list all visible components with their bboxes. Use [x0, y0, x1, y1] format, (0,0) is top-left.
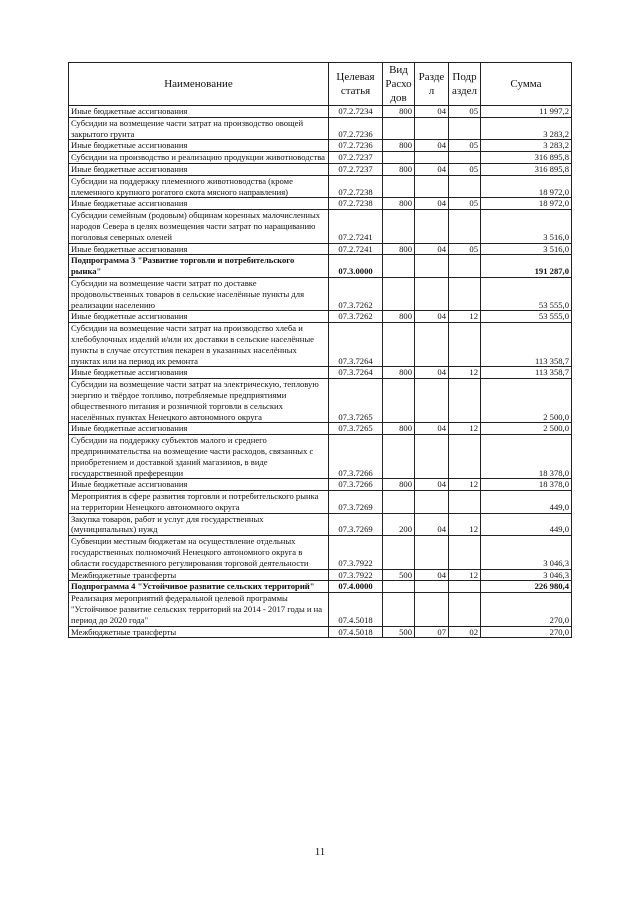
- cell-sum: 18 972,0: [481, 198, 572, 210]
- cell-vid: [383, 277, 415, 310]
- cell-razd: 07: [415, 626, 449, 638]
- cell-code: 07.3.7264: [329, 367, 383, 379]
- cell-razd: [415, 277, 449, 310]
- cell-code: 07.2.7241: [329, 210, 383, 243]
- cell-name: Иные бюджетные ассигнования: [69, 243, 329, 255]
- cell-razd: [415, 152, 449, 164]
- cell-razd: 04: [415, 513, 449, 536]
- cell-podr: 12: [449, 513, 481, 536]
- cell-razd: 04: [415, 198, 449, 210]
- table-row: [69, 117, 572, 140]
- cell-vid: 200: [383, 513, 415, 536]
- cell-razd: 04: [415, 311, 449, 323]
- cell-name: Подпрограмма 3 "Развитие торговли и потребительского рынка": [69, 255, 329, 278]
- cell-sum: 3 283,2: [481, 140, 572, 152]
- cell-podr: 12: [449, 367, 481, 379]
- cell-code: 07.2.7234: [329, 106, 383, 118]
- cell-code: 07.2.7236: [329, 140, 383, 152]
- cell-code: 07.3.7262: [329, 311, 383, 323]
- cell-name: Иные бюджетные ассигнования: [69, 163, 329, 175]
- cell-vid: [383, 175, 415, 198]
- cell-razd: [415, 117, 449, 140]
- cell-razd: 04: [415, 569, 449, 581]
- cell-name: Реализация мероприятий федеральной целевой программы "Устойчивое развитие сельских территорий на 2014 - 2017 годы и на период до 2020 года": [69, 593, 329, 626]
- cell-vid: [383, 323, 415, 367]
- header-podr: Подр аздел: [449, 63, 481, 106]
- cell-podr: [449, 277, 481, 310]
- cell-sum: 3 516,0: [481, 243, 572, 255]
- cell-razd: [415, 379, 449, 423]
- cell-razd: 04: [415, 163, 449, 175]
- table-row: [69, 491, 572, 514]
- cell-podr: [449, 117, 481, 140]
- cell-podr: 02: [449, 626, 481, 638]
- cell-sum: 18 972,0: [481, 175, 572, 198]
- table-row: [69, 152, 572, 164]
- cell-razd: [415, 593, 449, 626]
- cell-podr: 05: [449, 140, 481, 152]
- cell-name: Иные бюджетные ассигнования: [69, 140, 329, 152]
- cell-vid: [383, 117, 415, 140]
- cell-name: Субсидии на поддержку племенного животноводства (кроме племенного крупного рогатого скота мясного направления): [69, 175, 329, 198]
- cell-code: 07.3.7269: [329, 491, 383, 514]
- cell-name: Субвенции местным бюджетам на осуществление отдельных государственных полномочий Ненецкого автономного округа в области государственного регулирования торговой деятельности: [69, 536, 329, 569]
- cell-code: 07.3.7264: [329, 323, 383, 367]
- cell-vid: [383, 593, 415, 626]
- cell-vid: 500: [383, 626, 415, 638]
- cell-sum: 18 378,0: [481, 435, 572, 479]
- cell-name: Межбюджетные трансферты: [69, 626, 329, 638]
- cell-vid: [383, 379, 415, 423]
- table-row: [69, 536, 572, 569]
- cell-razd: [415, 175, 449, 198]
- cell-name: Субсидии на производство и реализацию продукции животноводства: [69, 152, 329, 164]
- cell-sum: 270,0: [481, 626, 572, 638]
- table-row: [69, 513, 572, 536]
- cell-code: 07.2.7241: [329, 243, 383, 255]
- table-row: [69, 255, 572, 278]
- cell-vid: 800: [383, 423, 415, 435]
- cell-sum: 449,0: [481, 513, 572, 536]
- cell-vid: 500: [383, 569, 415, 581]
- cell-sum: 53 555,0: [481, 311, 572, 323]
- cell-razd: 04: [415, 243, 449, 255]
- cell-code: 07.3.7269: [329, 513, 383, 536]
- cell-name: Субсидии семейным (родовым) общинам коренных малочисленных народов Севера в целях возмещения части затрат по наращиванию поголовья северных оленей: [69, 210, 329, 243]
- cell-name: Иные бюджетные ассигнования: [69, 479, 329, 491]
- cell-sum: 113 358,7: [481, 323, 572, 367]
- cell-vid: [383, 581, 415, 593]
- cell-code: 07.2.7238: [329, 198, 383, 210]
- cell-name: Субсидии на возмещение части затрат на электрическую, тепловую энергию и твёрдое топливо, потребляемые предприятиями общественного питания и розничной торговли в сельских населённых пунктах Ненецкого автономного округа: [69, 379, 329, 423]
- cell-code: 07.2.7236: [329, 117, 383, 140]
- cell-razd: [415, 255, 449, 278]
- cell-podr: [449, 435, 481, 479]
- cell-podr: [449, 210, 481, 243]
- cell-sum: 3 046,3: [481, 569, 572, 581]
- cell-razd: 04: [415, 367, 449, 379]
- cell-vid: 800: [383, 140, 415, 152]
- header-sum: Сумма: [481, 63, 572, 106]
- cell-sum: 316 895,8: [481, 163, 572, 175]
- cell-name: Закупка товаров, работ и услуг для государственных (муниципальных) нужд: [69, 513, 329, 536]
- table-row: [69, 323, 572, 367]
- cell-podr: 12: [449, 569, 481, 581]
- cell-podr: [449, 593, 481, 626]
- table-row: [69, 198, 572, 210]
- cell-vid: [383, 255, 415, 278]
- cell-razd: [415, 536, 449, 569]
- cell-sum: 3 516,0: [481, 210, 572, 243]
- cell-podr: [449, 255, 481, 278]
- table-row: [69, 367, 572, 379]
- header-razd: Разде л: [415, 63, 449, 106]
- cell-sum: 18 378,0: [481, 479, 572, 491]
- cell-sum: 53 555,0: [481, 277, 572, 310]
- cell-podr: 12: [449, 479, 481, 491]
- cell-vid: 800: [383, 243, 415, 255]
- cell-razd: [415, 491, 449, 514]
- cell-name: Подпрограмма 4 "Устойчивое развитие сельских территорий": [69, 581, 329, 593]
- table-row: [69, 106, 572, 118]
- header-vid: Вид Расхо дов: [383, 63, 415, 106]
- table-row: [69, 277, 572, 310]
- cell-sum: 270,0: [481, 593, 572, 626]
- cell-name: Мероприятия в сфере развития торговли и потребительского рынка на территории Ненецкого автономного округа: [69, 491, 329, 514]
- cell-podr: 05: [449, 198, 481, 210]
- cell-sum: 11 997,2: [481, 106, 572, 118]
- cell-vid: [383, 435, 415, 479]
- cell-code: 07.4.0000: [329, 581, 383, 593]
- cell-name: Межбюджетные трансферты: [69, 569, 329, 581]
- cell-vid: 800: [383, 163, 415, 175]
- table-row: [69, 175, 572, 198]
- cell-name: Иные бюджетные ассигнования: [69, 367, 329, 379]
- cell-code: 07.3.7265: [329, 423, 383, 435]
- cell-podr: 05: [449, 106, 481, 118]
- cell-podr: [449, 581, 481, 593]
- cell-vid: [383, 210, 415, 243]
- table-row: [69, 423, 572, 435]
- table-row: [69, 581, 572, 593]
- cell-name: Субсидии на возмещение части затрат по доставке продовольственных товаров в сельские населённые пункты для реализации населению: [69, 277, 329, 310]
- table-row: [69, 140, 572, 152]
- table-row: [69, 163, 572, 175]
- cell-razd: 04: [415, 106, 449, 118]
- cell-code: 07.3.7265: [329, 379, 383, 423]
- table-row: [69, 626, 572, 638]
- cell-vid: 800: [383, 198, 415, 210]
- cell-code: 07.3.7922: [329, 569, 383, 581]
- cell-code: 07.2.7237: [329, 152, 383, 164]
- cell-vid: 800: [383, 311, 415, 323]
- cell-sum: 191 287,0: [481, 255, 572, 278]
- cell-podr: [449, 323, 481, 367]
- cell-sum: 3 283,2: [481, 117, 572, 140]
- cell-razd: [415, 210, 449, 243]
- table-row: [69, 210, 572, 243]
- cell-name: Иные бюджетные ассигнования: [69, 423, 329, 435]
- cell-sum: 449,0: [481, 491, 572, 514]
- table-row: [69, 243, 572, 255]
- cell-vid: 800: [383, 106, 415, 118]
- cell-podr: 12: [449, 311, 481, 323]
- cell-sum: 2 500,0: [481, 423, 572, 435]
- cell-code: 07.3.7266: [329, 479, 383, 491]
- cell-podr: 05: [449, 163, 481, 175]
- table-row: [69, 479, 572, 491]
- cell-code: 07.2.7237: [329, 163, 383, 175]
- cell-name: Субсидии на поддержку субъектов малого и среднего предпринимательства на возмещение части расходов, связанных с приобретением и доставкой зданий магазинов, в виде государственной преференции: [69, 435, 329, 479]
- cell-sum: 113 358,7: [481, 367, 572, 379]
- table-row: [69, 593, 572, 626]
- cell-podr: [449, 536, 481, 569]
- cell-code: 07.3.0000: [329, 255, 383, 278]
- cell-vid: 800: [383, 367, 415, 379]
- cell-code: 07.3.7922: [329, 536, 383, 569]
- cell-podr: [449, 152, 481, 164]
- cell-code: 07.2.7238: [329, 175, 383, 198]
- cell-code: 07.4.5018: [329, 593, 383, 626]
- cell-name: Иные бюджетные ассигнования: [69, 106, 329, 118]
- table-header-row: [69, 63, 572, 106]
- cell-code: 07.3.7262: [329, 277, 383, 310]
- cell-sum: 226 980,4: [481, 581, 572, 593]
- table-row: [69, 569, 572, 581]
- cell-vid: [383, 491, 415, 514]
- table-row: [69, 379, 572, 423]
- cell-name: Иные бюджетные ассигнования: [69, 311, 329, 323]
- cell-podr: [449, 491, 481, 514]
- cell-vid: [383, 536, 415, 569]
- table-row: [69, 311, 572, 323]
- cell-name: Субсидии на возмещение части затрат на производство овощей закрытого грунта: [69, 117, 329, 140]
- cell-code: 07.3.7266: [329, 435, 383, 479]
- cell-podr: 12: [449, 423, 481, 435]
- cell-razd: 04: [415, 479, 449, 491]
- cell-vid: 800: [383, 479, 415, 491]
- cell-code: 07.4.5018: [329, 626, 383, 638]
- cell-name: Иные бюджетные ассигнования: [69, 198, 329, 210]
- cell-vid: [383, 152, 415, 164]
- header-code: Целевая статья: [329, 63, 383, 106]
- header-name: Наименование: [69, 63, 329, 106]
- cell-sum: 2 500,0: [481, 379, 572, 423]
- table-row: [69, 435, 572, 479]
- cell-razd: 04: [415, 423, 449, 435]
- page-number: 11: [314, 846, 326, 858]
- cell-name: Субсидии на возмещение части затрат на производство хлеба и хлебобулочных изделий и/или их доставки в сельские населённые пункты в случае отсутствия пекарен в указанных населённых пунктах или на период их ремонта: [69, 323, 329, 367]
- cell-razd: [415, 323, 449, 367]
- cell-sum: 3 046,3: [481, 536, 572, 569]
- cell-podr: 05: [449, 243, 481, 255]
- budget-table: [68, 62, 572, 638]
- cell-sum: 316 895,8: [481, 152, 572, 164]
- cell-razd: [415, 581, 449, 593]
- cell-razd: [415, 435, 449, 479]
- cell-razd: 04: [415, 140, 449, 152]
- cell-podr: [449, 379, 481, 423]
- cell-podr: [449, 175, 481, 198]
